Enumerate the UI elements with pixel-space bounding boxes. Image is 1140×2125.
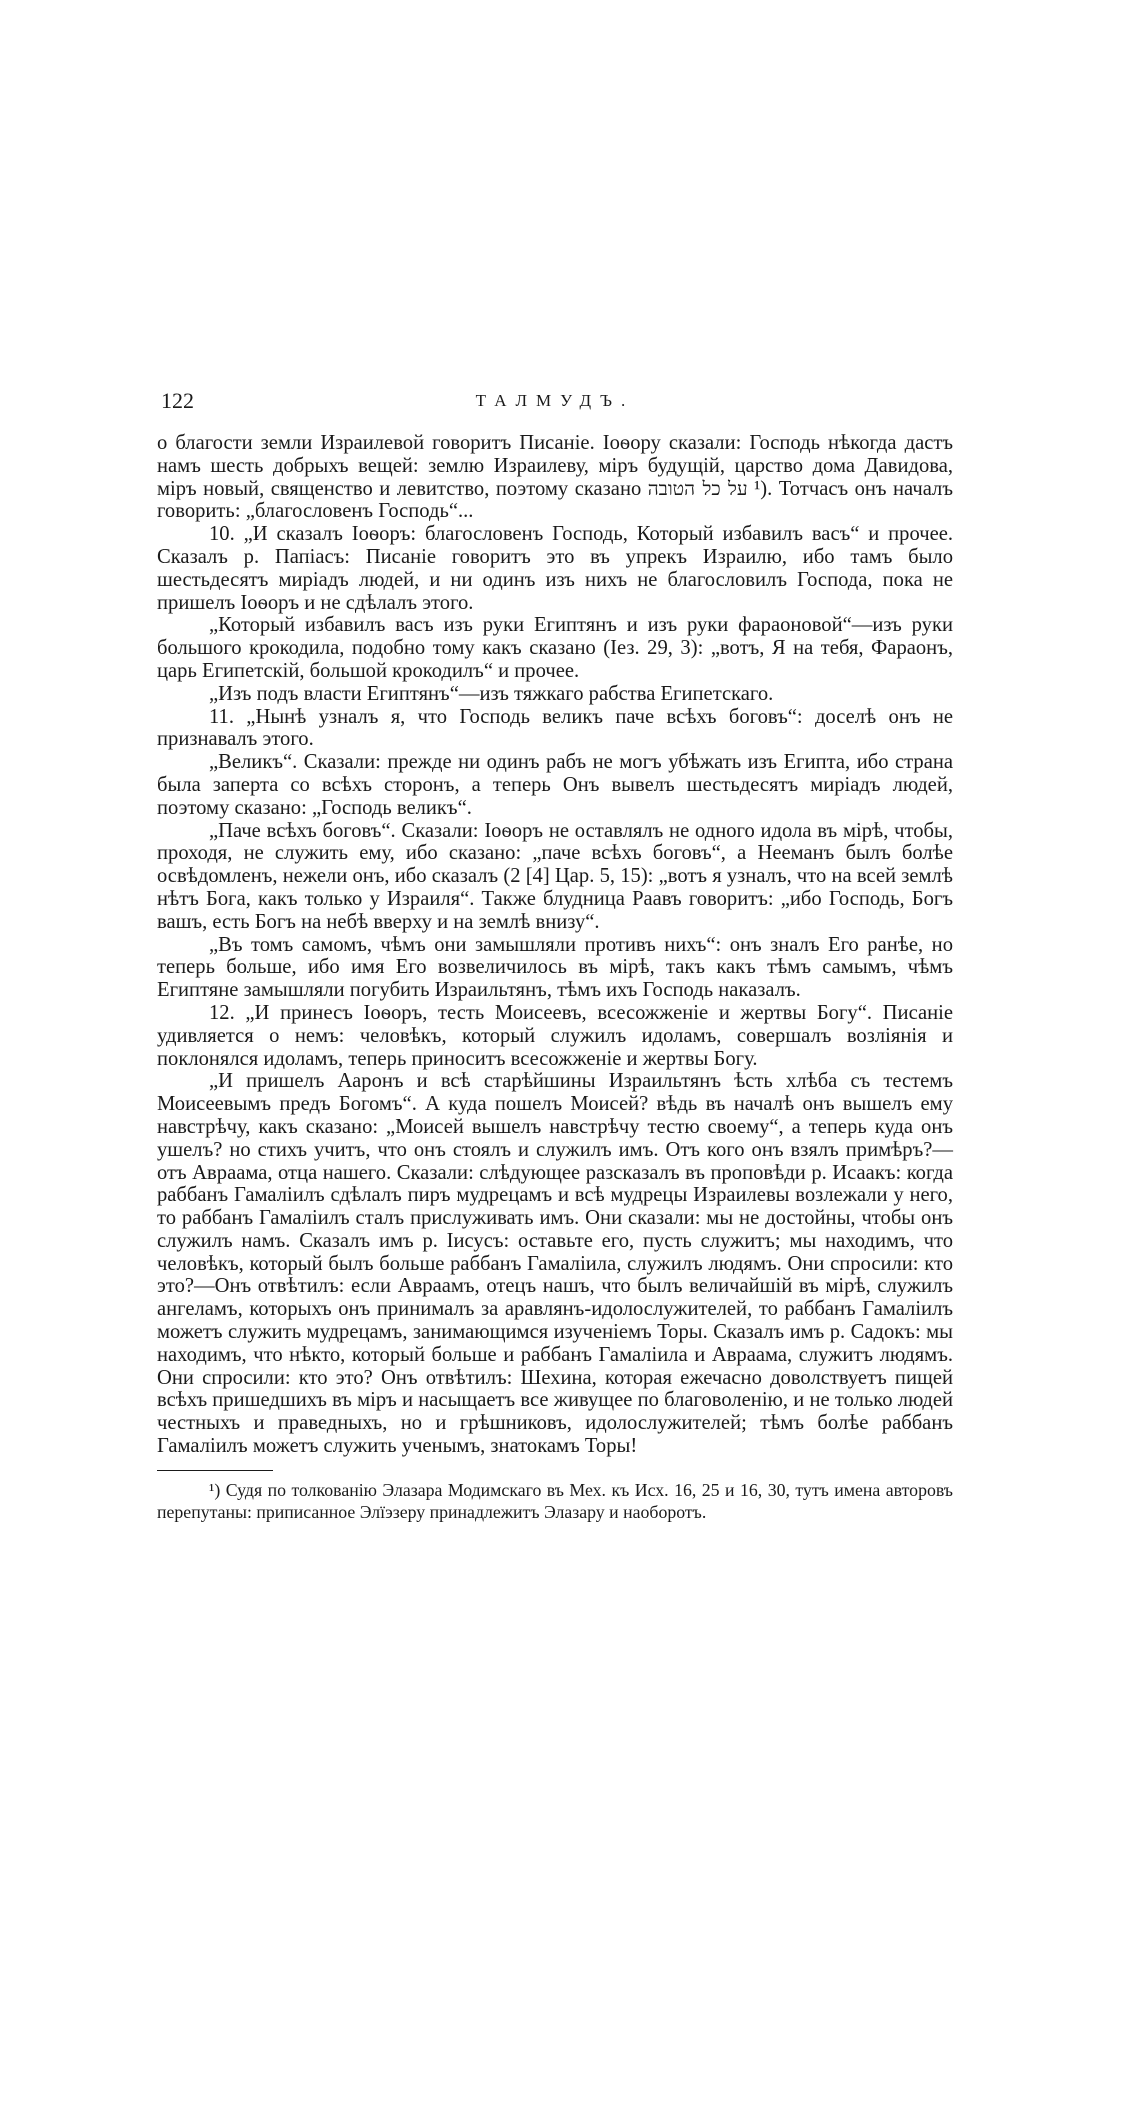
page-number: 122 — [161, 388, 194, 413]
paragraph-9: 12. „И принесъ Іоѳоръ, тесть Моисеевъ, всесожженіе и жертвы Богу“. Писаніе удивляется о немъ: человѣкъ, который служилъ идоламъ, совершалъ возліянія и поклонялся идоламъ, теперь приноситъ всесожженіе и жертвы Богу. — [157, 1001, 953, 1070]
paragraph-7: „Паче всѣхъ боговъ“. Сказали: Іоѳоръ не оставлялъ не одного идола въ мірѣ, чтобы, проходя, не служить ему, ибо сказано: „паче всѣхъ боговъ“, а Нееманъ былъ болѣе освѣдомленъ, нежели онъ, ибо сказалъ (2 [4] Цар. 5, 15): „вотъ я узналъ, что на всей землѣ нѣтъ Бога, какъ только у Израиля“. Также блудница Раавъ говоритъ: „ибо Господь, Богъ вашъ, есть Богъ на небѣ вверху и на землѣ внизу“. — [157, 819, 953, 933]
body-text — [157, 432, 953, 1458]
page-header — [157, 388, 953, 422]
paragraph-6: „Великъ“. Сказали: прежде ни одинъ рабъ не могъ убѣжать изъ Египта, ибо страна была заперта со всѣхъ сторонъ, а теперь Онъ вывелъ шестьдесятъ миріадъ людей, поэтому сказано: „Господь великъ“. — [157, 751, 953, 819]
paragraph-2: 10. „И сказалъ Іоѳоръ: благословенъ Господь, Который избавилъ васъ“ и прочее. Сказалъ р. Папіасъ: Писаніе говоритъ это въ упрекъ Израилю, ибо тамъ было шестьдесятъ миріадъ людей, и ни одинъ изъ нихъ не благословилъ Господа, пока не пришелъ Іоѳоръ и не сдѣлалъ этого. — [157, 523, 953, 614]
book-page — [157, 388, 953, 1523]
footnote: ¹) Судя по толкованію Элазара Модимскаго въ Мех. къ Исх. 16, 25 и 16, 30, тутъ имена авторовъ перепутаны: приписанное Элїэзеру принадлежитъ Элазару и наоборотъ. — [157, 1479, 953, 1522]
paragraph-10: „И пришелъ Ааронъ и всѣ старѣйшины Израильтянъ ѣсть хлѣба съ тестемъ Моисеевымъ предъ Богомъ“. А куда пошелъ Моисей? вѣдь въ началѣ онъ вышелъ ему навстрѣчу, какъ сказано: „Моисей вышелъ навстрѣчу тестю своему“, а теперь куда онъ ушелъ? но стихъ учитъ, что онъ стоялъ и служилъ имъ. Отъ кого онъ взялъ примѣръ?—отъ Авраама, отца нашего. Сказали: слѣдующее разсказалъ въ проповѣди р. Исаакъ: когда раббанъ Гамаліилъ сдѣлалъ пиръ мудрецамъ и всѣ мудрецы Израилевы возлежали у него, то раббанъ Гамаліилъ сталъ прислуживать имъ. Они сказали: мы не достойны, чтобы онъ служилъ намъ. Сказалъ имъ р. Іисусъ: оставьте его, пусть служитъ; мы находимъ, что человѣкъ, который былъ больше раббанъ Гамаліила, служилъ людямъ. Они спросили: кто это?—Онъ отвѣтилъ: если Авраамъ, отецъ нашъ, что былъ величайшій въ мірѣ, служилъ ангеламъ, которыхъ онъ принималъ за аравлянъ-идолослужителей, то раббанъ Гамаліилъ можетъ служить мудрецамъ, занимающимся изученіемъ Торы. Сказалъ имъ р. Садокъ: мы находимъ, что нѣкто, который больше и раббанъ Гамаліила и Авраама, служитъ людямъ. Они спросили: кто это? Онъ отвѣтилъ: Шехина, которая ежечасно доволствуетъ пищей всѣхъ пришедшихъ въ міръ и насыщаетъ все живущее по благоволенію, и не только людей честныхъ и праведныхъ, но и грѣшниковъ, идолослужителей; тѣмъ болѣе раббанъ Гамаліилъ можетъ служить ученымъ, знатокамъ Торы! — [157, 1070, 953, 1458]
paragraph-8: „Въ томъ самомъ, чѣмъ они замышляли противъ нихъ“: онъ зналъ Его ранѣе, но теперь больше, ибо имя Его возвеличилось въ мірѣ, такъ какъ тѣмъ самымъ, чѣмъ Египтяне замышляли погубить Израильтянъ, тѣмъ ихъ Господь наказалъ. — [157, 933, 953, 1002]
running-title: ТАЛМУДЪ. — [475, 391, 635, 410]
hebrew-phrase: על כל הטובה — [647, 477, 748, 500]
paragraph-1-text: о благости земли Израилевой говоритъ Писаніе. Іоѳору сказали: Господь нѣкогда дастъ намъ шесть добрыхъ вещей: землю Израилеву, міръ будущій, царство дома Давидова, міръ новый, священство и левитство, поэтому сказано — [157, 432, 953, 500]
paragraph-1-text-end: ¹). Тотчасъ онъ началъ говорить: „благословенъ Господь“... — [157, 477, 953, 523]
paragraph-3: „Который избавилъ васъ изъ руки Египтянъ и изъ руки фараоновой“—изъ руки большого крокодила, подобно тому какъ сказано (Іез. 29, 3): „вотъ, Я на тебя, Фараонъ, царь Египетскій, большой крокодилъ“ и прочее. — [157, 614, 953, 682]
footnote-divider — [157, 1470, 273, 1471]
paragraph-1 — [157, 432, 953, 523]
paragraph-4: „Изъ подъ власти Египтянъ“—изъ тяжкаго рабства Египетскаго. — [209, 682, 774, 705]
paragraph-5: 11. „Нынѣ узналъ я, что Господь великъ паче всѣхъ боговъ“: доселѣ онъ не признавалъ этого. — [157, 705, 953, 751]
